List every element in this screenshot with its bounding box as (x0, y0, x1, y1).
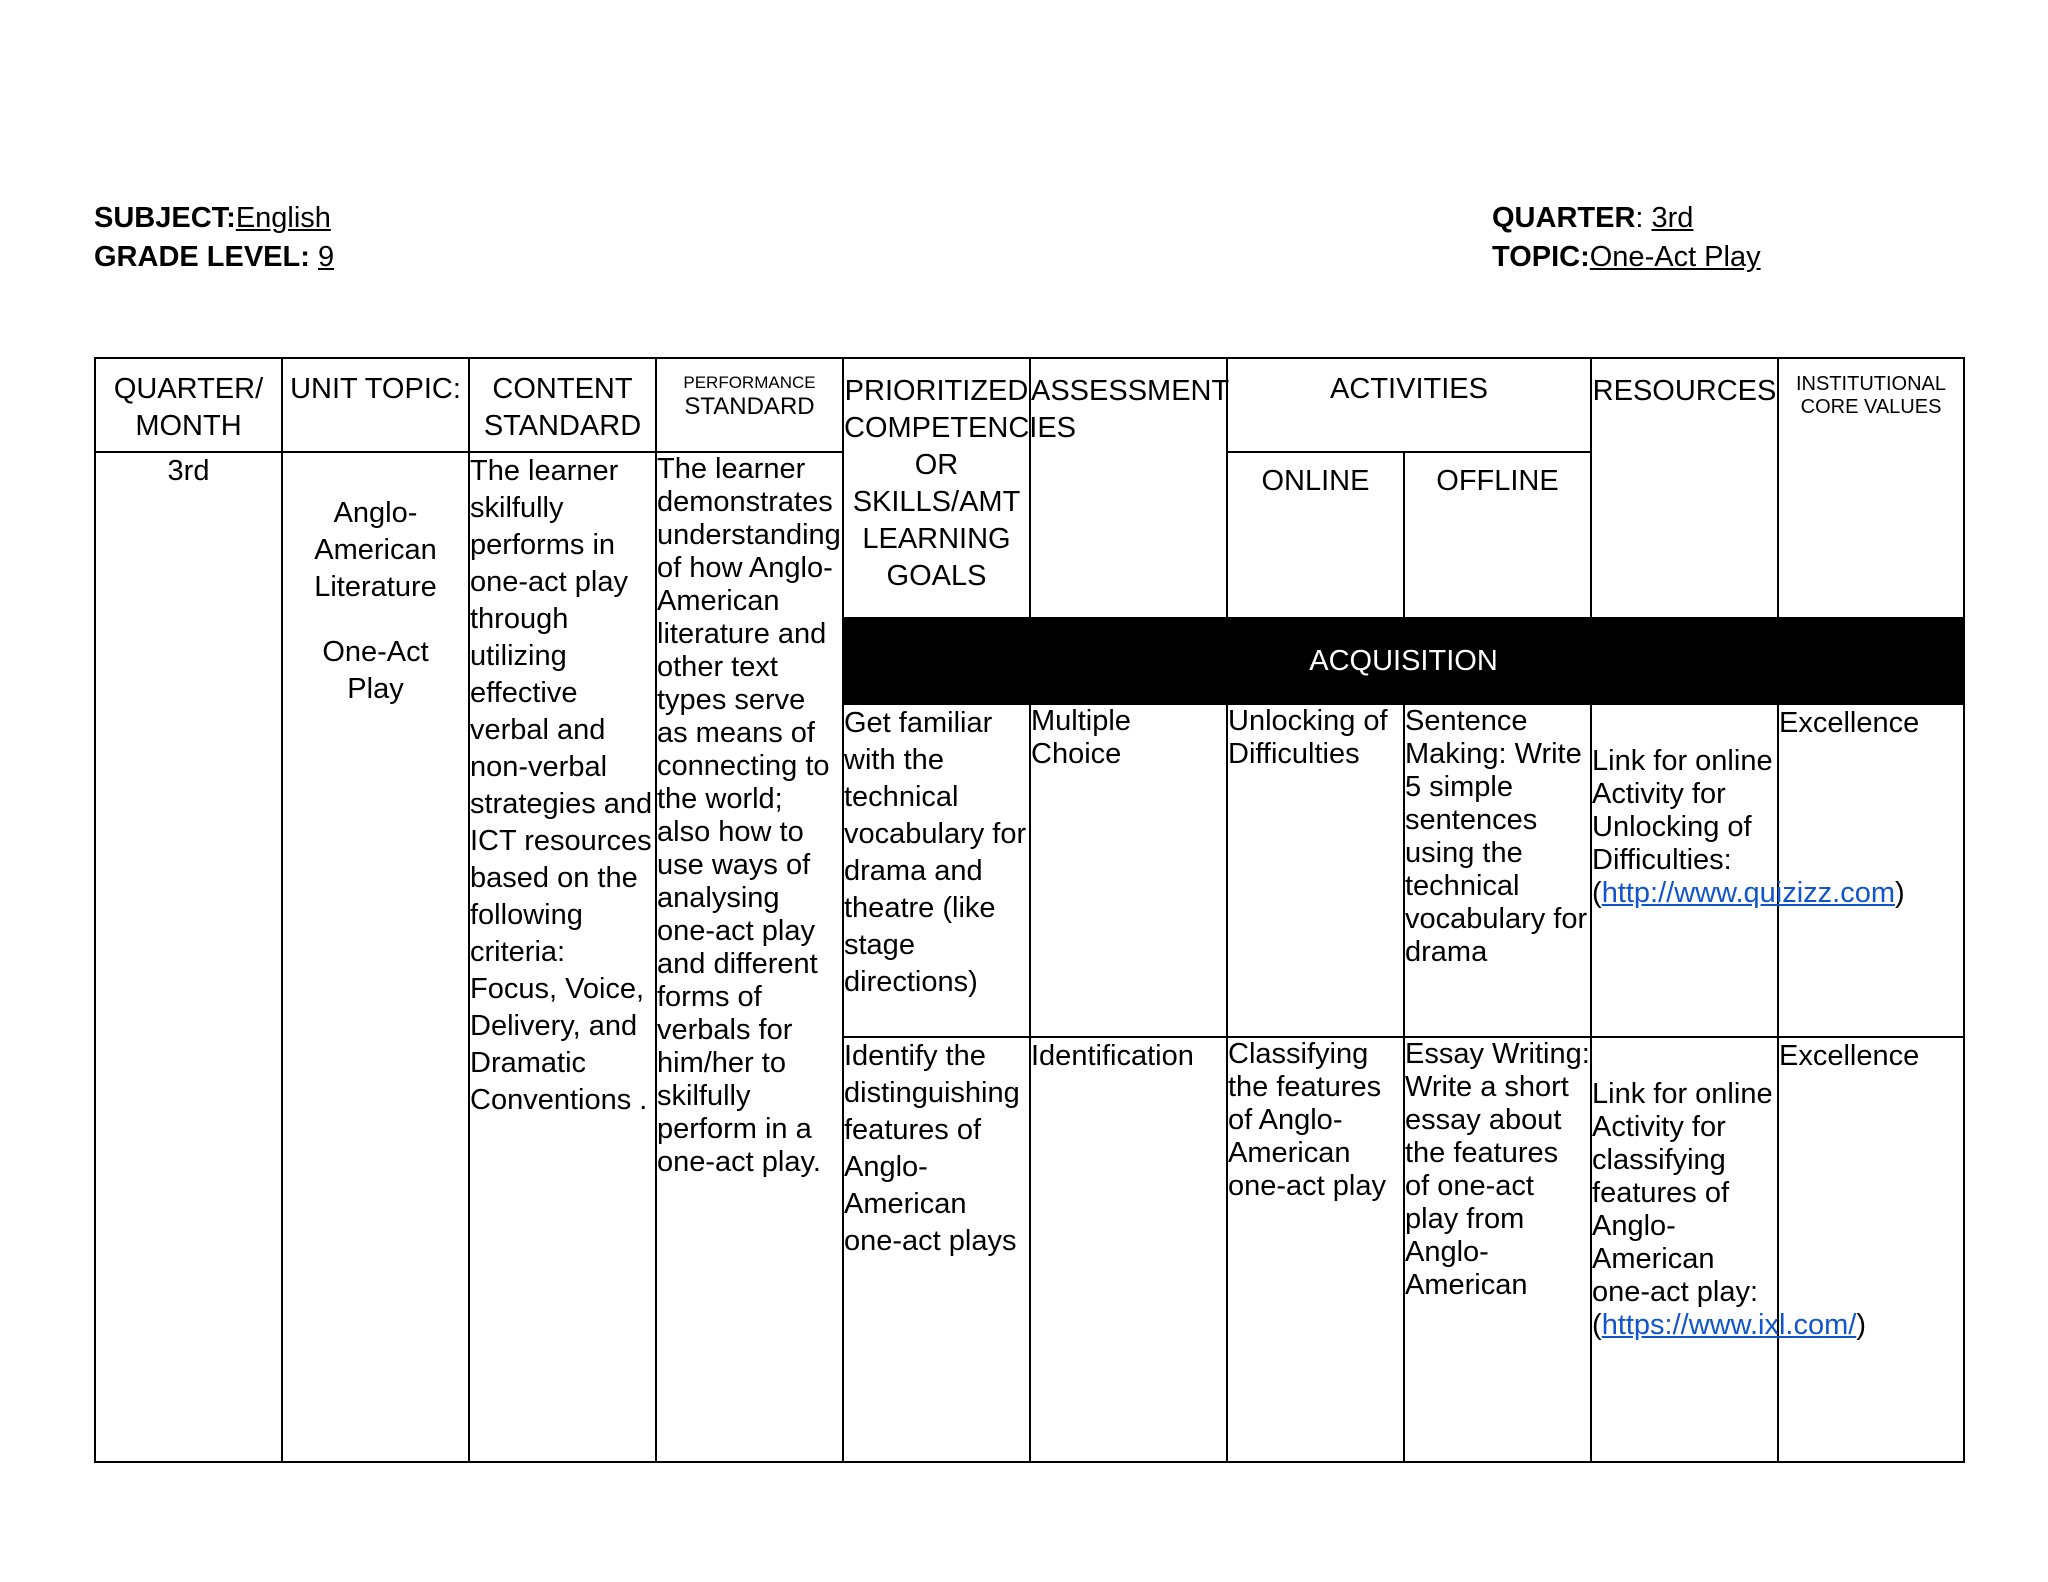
unit-topic-cell (282, 452, 469, 1462)
col-online: ONLINE (1227, 452, 1404, 618)
row1-online: Unlocking of Difficulties (1227, 704, 1404, 1037)
col-content-standard: CONTENT STANDARD (469, 358, 656, 452)
quarter-cell (95, 452, 282, 1462)
header-right (1492, 199, 1761, 277)
row2-competency: Identify the distinguishing features of Anglo-American one-act plays (843, 1037, 1030, 1462)
col-core-values: INSTITUTIONAL CORE VALUES (1778, 358, 1964, 618)
col-offline: OFFLINE (1404, 452, 1591, 618)
unit-topic-line-1: Anglo-American Literature (314, 497, 437, 603)
content-standard-cell: The learner skilfully performs in one-act play through utilizing effective verbal and non-verbal strategies and ICT resources based on the following criteria: Focus, Voice, Delivery, and Dramatic Conventions . (469, 452, 656, 1462)
row1-resource-link[interactable]: http://www.quizizz.com (1601, 877, 1896, 909)
row2-online: Classifying the features of Anglo-American one-act play (1227, 1037, 1404, 1462)
header-left (94, 199, 334, 277)
row2-resource-link[interactable]: https://www.ixl.com/ (1601, 1309, 1857, 1341)
subject-line (94, 199, 334, 238)
row1-resource-text: Link for online Activity for Unlocking of Difficulties: ( (1592, 745, 1773, 909)
row1-resource-close: ) (1895, 877, 1905, 909)
quarter-value: 3rd (1651, 202, 1694, 234)
grade-value: 9 (317, 241, 335, 273)
col-assessment: ASSESSMENT (1030, 358, 1227, 618)
subject-label: SUBJECT: (94, 202, 236, 234)
topic-label: TOPIC: (1492, 241, 1590, 273)
row1-competency: Get familiar with the technical vocabulary for drama and theatre (like stage directions) (843, 704, 1030, 1037)
topic-line (1492, 238, 1761, 277)
quarter-label: QUARTER (1492, 202, 1636, 234)
performance-standard-cell: The learner demonstrates understanding of how Anglo-American literature and other text types serve as means of connecting to the world; also how to use ways of analysing one-act play and different forms of verbals for him/her to skilfully perform in a one-act play. (656, 452, 843, 1462)
col-resources: RESOURCES (1591, 358, 1778, 618)
acquisition-banner: ACQUISITION (843, 618, 1964, 704)
grade-label: GRADE LEVEL: (94, 241, 310, 273)
row1-assessment: Multiple Choice (1030, 704, 1227, 1037)
quarter-line: QUARTER: 3rd (1492, 202, 1694, 234)
row1-core-value: Excellence (1778, 704, 1964, 1037)
unit-topic-line-2: One-Act Play (322, 636, 429, 705)
col-prioritized-competencies: PRIORITIZED COMPETENCIES OR SKILLS/AMT LEARNING GOALS (843, 358, 1030, 618)
col-unit-topic: UNIT TOPIC: (282, 358, 469, 452)
col-performance-standard (656, 358, 843, 452)
grade-line (94, 238, 334, 277)
row2-offline: Essay Writing: Write a short essay about the features of one-act play from Anglo-American (1404, 1037, 1591, 1462)
row2-core-value: Excellence (1778, 1037, 1964, 1462)
topic-value: One-Act Play (1589, 241, 1761, 273)
performance-big-label: STANDARD (684, 393, 815, 420)
performance-small-label: PERFORMANCE (683, 373, 816, 392)
row2-assessment: Identification (1030, 1037, 1227, 1462)
quarter-value-cell: 3rd (167, 455, 210, 487)
row2-resource-close: ) (1856, 1309, 1866, 1341)
row1-offline: Sentence Making: Write 5 simple sentences using the technical vocabulary for drama (1404, 704, 1591, 1037)
col-quarter-month: QUARTER/ MONTH (95, 358, 282, 452)
subject-value: English (235, 202, 331, 234)
row2-resource-text: Link for online Activity for classifying features of Anglo-American one-act play: ( (1592, 1078, 1773, 1341)
curriculum-table (94, 357, 1965, 1463)
col-activities: ACTIVITIES (1227, 358, 1591, 452)
